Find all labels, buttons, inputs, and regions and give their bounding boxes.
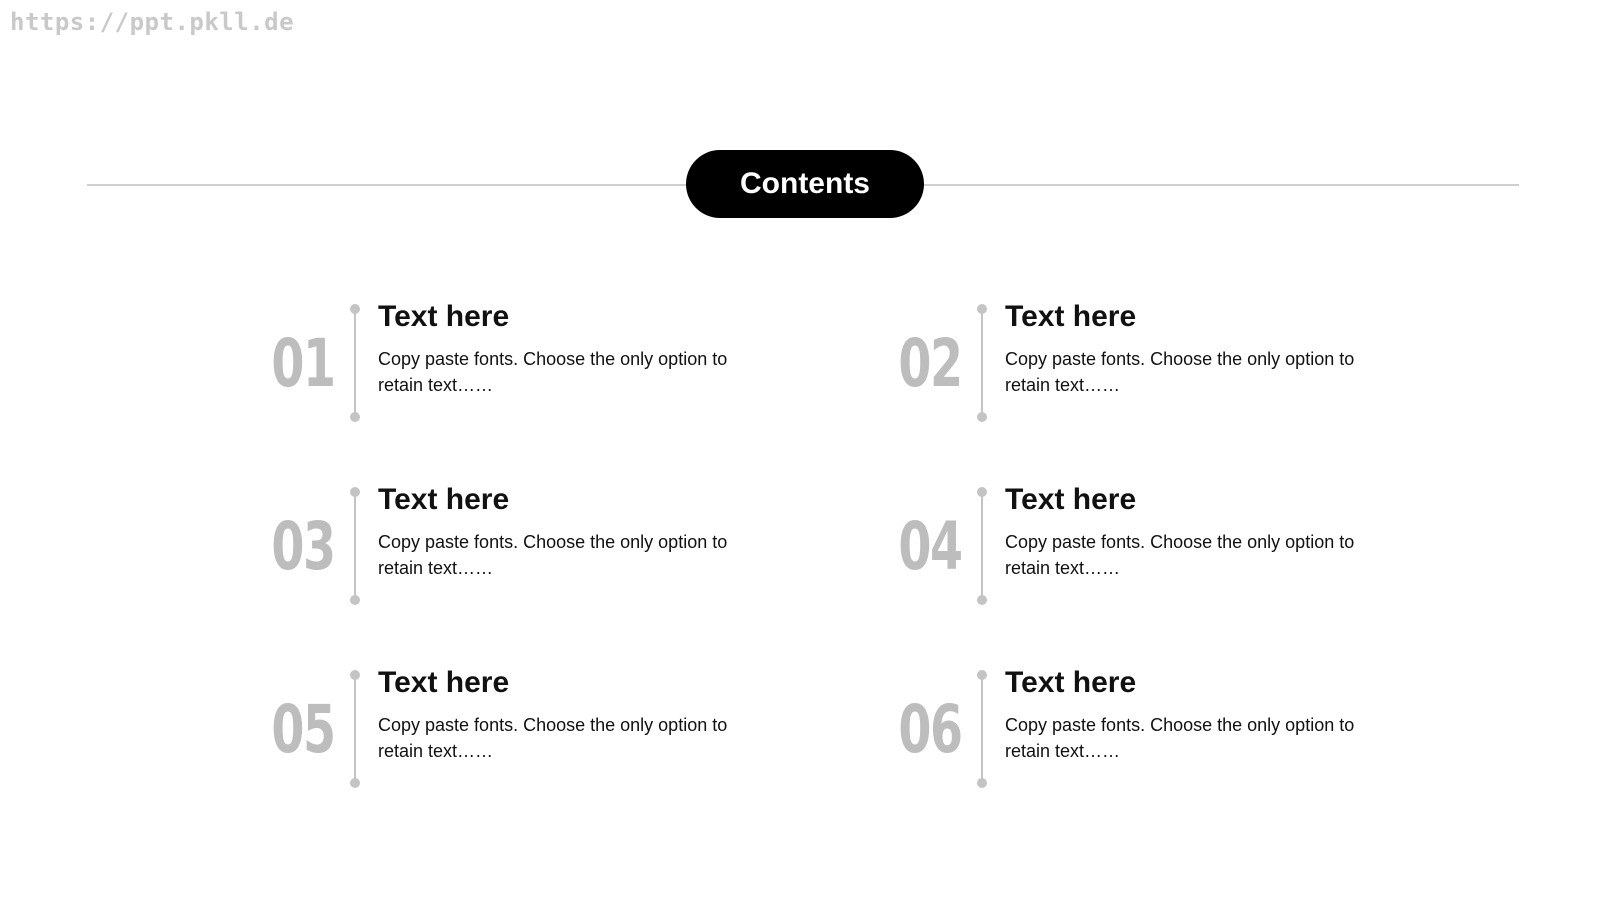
content-item-05 bbox=[258, 666, 778, 796]
item-number: 05 bbox=[271, 691, 335, 768]
content-item-01 bbox=[258, 300, 778, 430]
content-item-06 bbox=[885, 666, 1405, 796]
item-number: 04 bbox=[898, 508, 962, 585]
item-title: Text here bbox=[378, 483, 510, 516]
item-timeline-line bbox=[981, 491, 983, 601]
item-title: Text here bbox=[378, 666, 510, 699]
watermark-url: https://ppt.pkll.de bbox=[10, 8, 295, 36]
item-timeline-line bbox=[981, 674, 983, 784]
item-description: Copy paste fonts. Choose the only option to retain text…… bbox=[378, 532, 728, 578]
content-item-02 bbox=[885, 300, 1405, 430]
item-description: Copy paste fonts. Choose the only option to retain text…… bbox=[378, 349, 728, 395]
item-description: Copy paste fonts. Choose the only option to retain text…… bbox=[1005, 532, 1355, 578]
item-number: 01 bbox=[271, 325, 335, 402]
contents-title-pill bbox=[686, 150, 924, 218]
item-description: Copy paste fonts. Choose the only option to retain text…… bbox=[1005, 715, 1355, 761]
item-number: 03 bbox=[271, 508, 335, 585]
item-title: Text here bbox=[1005, 300, 1137, 333]
item-timeline-line bbox=[354, 308, 356, 418]
item-title: Text here bbox=[1005, 483, 1137, 516]
item-timeline-line bbox=[981, 308, 983, 418]
item-description: Copy paste fonts. Choose the only option to retain text…… bbox=[1005, 349, 1355, 395]
content-item-04 bbox=[885, 483, 1405, 613]
item-description: Copy paste fonts. Choose the only option to retain text…… bbox=[378, 715, 728, 761]
item-timeline-line bbox=[354, 491, 356, 601]
item-timeline-line bbox=[354, 674, 356, 784]
item-title: Text here bbox=[378, 300, 510, 333]
item-number: 02 bbox=[898, 325, 962, 402]
contents-title: Contents bbox=[740, 167, 870, 200]
item-number: 06 bbox=[898, 691, 962, 768]
content-item-03 bbox=[258, 483, 778, 613]
item-title: Text here bbox=[1005, 666, 1137, 699]
